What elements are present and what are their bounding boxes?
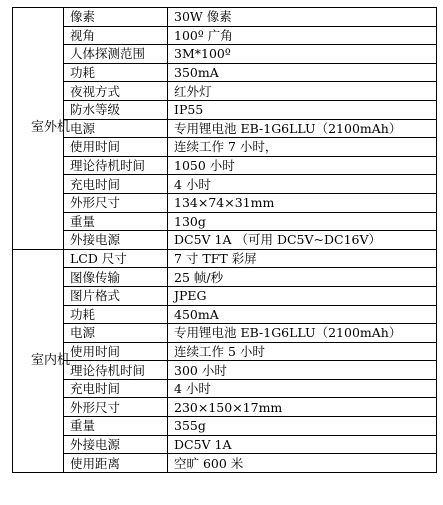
table-row xyxy=(13,175,437,194)
table-row xyxy=(13,379,437,398)
param-name: 外形尺寸 xyxy=(64,398,168,417)
param-name: 夜视方式 xyxy=(64,82,168,101)
param-name: 人体探测范围 xyxy=(64,45,168,64)
table-row xyxy=(13,305,437,324)
param-name: LCD 尺寸 xyxy=(64,249,168,268)
param-name: 充电时间 xyxy=(64,379,168,398)
param-value: 1050 小时 xyxy=(168,156,437,175)
table-row xyxy=(13,249,437,268)
table-row xyxy=(13,119,437,138)
param-value: 350mA xyxy=(168,63,437,82)
param-name: 防水等级 xyxy=(64,100,168,119)
param-value: 空旷 600 米 xyxy=(168,454,437,473)
param-name: 理论待机时间 xyxy=(64,361,168,380)
param-value: 230×150×17mm xyxy=(168,398,437,417)
param-value: 25 帧/秒 xyxy=(168,268,437,287)
table-row xyxy=(13,138,437,157)
param-value: 100º 广角 xyxy=(168,26,437,45)
table-row xyxy=(13,8,437,27)
param-name: 充电时间 xyxy=(64,175,168,194)
param-name: 外形尺寸 xyxy=(64,193,168,212)
section-label-cell xyxy=(13,249,71,472)
section-label: 室内机 xyxy=(31,352,71,368)
param-name: 图片格式 xyxy=(64,286,168,305)
table-row xyxy=(13,398,437,417)
table-row xyxy=(13,417,437,436)
param-name: 外接电源 xyxy=(64,435,168,454)
param-name: 理论待机时间 xyxy=(64,156,168,175)
table-row xyxy=(13,324,437,343)
param-name: 使用时间 xyxy=(64,342,168,361)
param-value: 130g xyxy=(168,212,437,231)
table-row xyxy=(13,268,437,287)
param-value: 专用锂电池 EB-1G6LLU（2100mAh） xyxy=(168,119,437,138)
param-name: 电源 xyxy=(64,324,168,343)
param-value: JPEG xyxy=(168,286,437,305)
spec-table xyxy=(12,7,437,473)
param-name: 电源 xyxy=(64,119,168,138)
param-value: 7 寸 TFT 彩屏 xyxy=(168,249,437,268)
table-row xyxy=(13,212,437,231)
param-name: 功耗 xyxy=(64,63,168,82)
table-row xyxy=(13,63,437,82)
table-row xyxy=(13,45,437,64)
param-value: 连续工作 7 小时， xyxy=(168,138,437,157)
table-row xyxy=(13,82,437,101)
param-value: 3M*100º xyxy=(168,45,437,64)
spec-table-body xyxy=(13,8,437,473)
param-value: 连续工作 5 小时 xyxy=(168,342,437,361)
param-value: 355g xyxy=(168,417,437,436)
table-row xyxy=(13,100,437,119)
section-label: 室外机 xyxy=(31,120,71,136)
param-value: IP55 xyxy=(168,100,437,119)
param-value: 4 小时 xyxy=(168,379,437,398)
table-row xyxy=(13,26,437,45)
param-name: 使用距离 xyxy=(64,454,168,473)
param-name: 重量 xyxy=(64,417,168,436)
param-value: 30W 像素 xyxy=(168,8,437,27)
param-value: 300 小时 xyxy=(168,361,437,380)
param-value: 专用锂电池 EB-1G6LLU（2100mAh） xyxy=(168,324,437,343)
param-name: 图像传输 xyxy=(64,268,168,287)
table-row xyxy=(13,361,437,380)
param-value: DC5V 1A （可用 DC5V~DC16V） xyxy=(168,231,437,250)
table-row xyxy=(13,435,437,454)
param-name: 重量 xyxy=(64,212,168,231)
param-value: 红外灯 xyxy=(168,82,437,101)
param-name: 外接电源 xyxy=(64,231,168,250)
param-name: 功耗 xyxy=(64,305,168,324)
table-row xyxy=(13,231,437,250)
param-value: DC5V 1A xyxy=(168,435,437,454)
table-row xyxy=(13,156,437,175)
param-value: 4 小时 xyxy=(168,175,437,194)
param-name: 像素 xyxy=(64,8,168,27)
section-label-cell xyxy=(13,8,71,250)
param-name: 视角 xyxy=(64,26,168,45)
table-row xyxy=(13,454,437,473)
param-name: 使用时间 xyxy=(64,138,168,157)
table-row xyxy=(13,286,437,305)
table-row xyxy=(13,193,437,212)
param-value: 450mA xyxy=(168,305,437,324)
param-value: 134×74×31mm xyxy=(168,193,437,212)
table-row xyxy=(13,342,437,361)
